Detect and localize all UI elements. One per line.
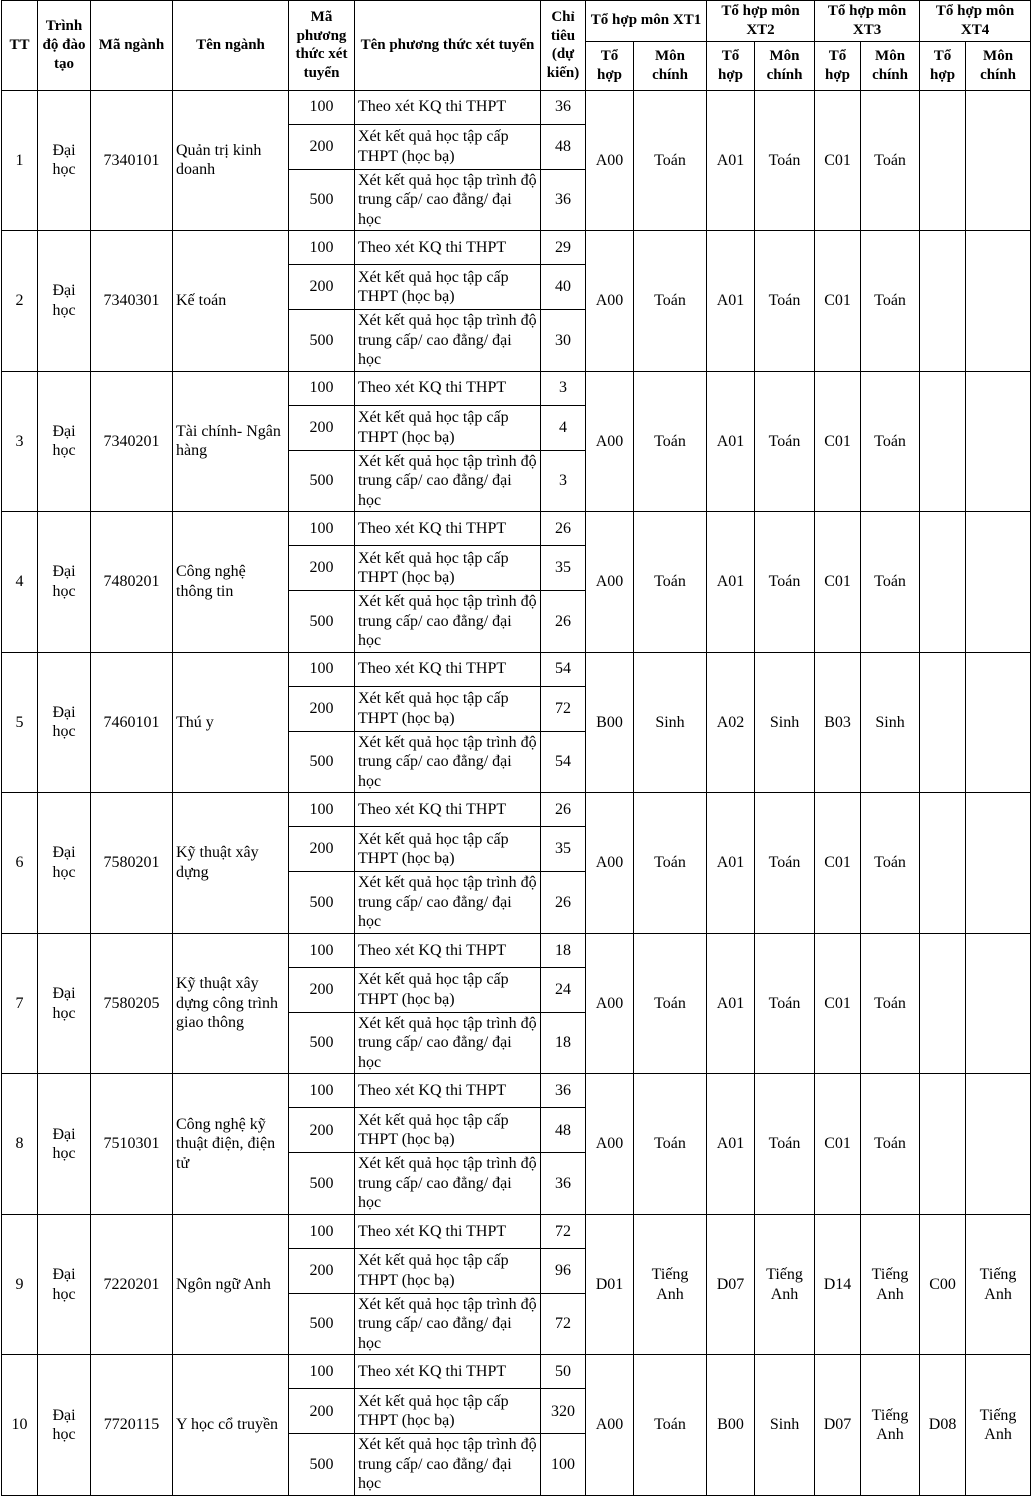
quota-value: 18 <box>541 933 586 967</box>
major-name: Y học cổ truyền <box>173 1355 289 1496</box>
method-name: Theo xét KQ thi THPT <box>355 512 541 546</box>
method-name: Theo xét KQ thi THPT <box>355 1214 541 1248</box>
quota-value: 26 <box>541 872 586 934</box>
combo-main-xt2: Toán <box>755 512 815 653</box>
combo-main-xt4 <box>966 933 1031 1074</box>
method-code: 200 <box>289 1108 355 1153</box>
combo-code-xt3: B03 <box>815 652 861 793</box>
education-level: Đại học <box>38 1214 91 1355</box>
quota-value: 3 <box>541 371 586 405</box>
quota-value: 54 <box>541 731 586 793</box>
method-code: 100 <box>289 933 355 967</box>
method-name: Theo xét KQ thi THPT <box>355 90 541 124</box>
combo-main-xt1: Toán <box>634 90 707 231</box>
row-number: 10 <box>2 1355 38 1496</box>
combo-code-xt1: A00 <box>586 933 634 1074</box>
education-level: Đại học <box>38 933 91 1074</box>
combo-main-xt3: Toán <box>861 933 920 1074</box>
table-header <box>2 1 1031 91</box>
combo-main-xt3: Toán <box>861 371 920 512</box>
combo-code-xt1: A00 <box>586 231 634 372</box>
major-name: Tài chính- Ngân hàng <box>173 371 289 512</box>
method-name: Xét kết quả học tập cấp THPT (học bạ) <box>355 265 541 310</box>
quota-value: 320 <box>541 1389 586 1434</box>
combo-code-xt1: D01 <box>586 1214 634 1355</box>
combo-main-xt2: Sinh <box>755 1355 815 1496</box>
method-code: 500 <box>289 872 355 934</box>
method-name: Theo xét KQ thi THPT <box>355 1074 541 1108</box>
combo-code-xt2: A02 <box>707 652 755 793</box>
quota-value: 72 <box>541 686 586 731</box>
subheader-xt1-main: Môn chính <box>634 41 707 90</box>
combo-code-xt3: C01 <box>815 371 861 512</box>
combo-main-xt2: Toán <box>755 1074 815 1215</box>
method-name: Xét kết quả học tập cấp THPT (học bạ) <box>355 1108 541 1153</box>
method-code: 100 <box>289 793 355 827</box>
method-name: Xét kết quả học tập trình độ trung cấp/ cao đẳng/ đại học <box>355 1012 541 1074</box>
table-row <box>2 793 1031 827</box>
education-level: Đại học <box>38 793 91 934</box>
combo-code-xt3: C01 <box>815 512 861 653</box>
table-row <box>2 231 1031 265</box>
method-code: 500 <box>289 1293 355 1355</box>
method-name: Xét kết quả học tập trình độ trung cấp/ cao đẳng/ đại học <box>355 169 541 231</box>
combo-code-xt3: D07 <box>815 1355 861 1496</box>
method-code: 100 <box>289 90 355 124</box>
combo-code-xt3: C01 <box>815 793 861 934</box>
admission-quota-table <box>1 0 1031 1496</box>
col-header-tt: TT <box>2 1 38 91</box>
method-name: Xét kết quả học tập cấp THPT (học bạ) <box>355 967 541 1012</box>
combo-main-xt1: Tiếng Anh <box>634 1214 707 1355</box>
col-header-major-name: Tên ngành <box>173 1 289 91</box>
method-name: Xét kết quả học tập cấp THPT (học bạ) <box>355 405 541 450</box>
combo-code-xt2: A01 <box>707 371 755 512</box>
combo-code-xt2: A01 <box>707 512 755 653</box>
quota-value: 26 <box>541 512 586 546</box>
method-name: Xét kết quả học tập cấp THPT (học bạ) <box>355 546 541 591</box>
table-row <box>2 652 1031 686</box>
combo-code-xt4 <box>920 933 966 1074</box>
subheader-xt4-main: Môn chính <box>966 41 1031 90</box>
quota-value: 24 <box>541 967 586 1012</box>
combo-main-xt2: Sinh <box>755 652 815 793</box>
combo-main-xt4 <box>966 231 1031 372</box>
quota-value: 30 <box>541 310 586 372</box>
combo-code-xt1: A00 <box>586 90 634 231</box>
quota-value: 72 <box>541 1214 586 1248</box>
combo-main-xt4 <box>966 512 1031 653</box>
method-name: Xét kết quả học tập trình độ trung cấp/ cao đẳng/ đại học <box>355 450 541 512</box>
major-code: 7480201 <box>91 512 173 653</box>
method-code: 500 <box>289 731 355 793</box>
major-code: 7340101 <box>91 90 173 231</box>
combo-code-xt4 <box>920 512 966 653</box>
row-number: 3 <box>2 371 38 512</box>
combo-code-xt4 <box>920 90 966 231</box>
row-number: 8 <box>2 1074 38 1215</box>
method-code: 200 <box>289 686 355 731</box>
method-code: 200 <box>289 1389 355 1434</box>
combo-code-xt4 <box>920 231 966 372</box>
combo-main-xt1: Toán <box>634 1355 707 1496</box>
row-number: 6 <box>2 793 38 934</box>
quota-value: 48 <box>541 1108 586 1153</box>
table-row <box>2 933 1031 967</box>
table-row <box>2 512 1031 546</box>
col-header-major-code: Mã ngành <box>91 1 173 91</box>
combo-main-xt2: Tiếng Anh <box>755 1214 815 1355</box>
combo-main-xt1: Toán <box>634 231 707 372</box>
method-code: 500 <box>289 1434 355 1496</box>
combo-code-xt4: D08 <box>920 1355 966 1496</box>
combo-code-xt3: C01 <box>815 1074 861 1215</box>
combo-code-xt4 <box>920 652 966 793</box>
quota-value: 54 <box>541 652 586 686</box>
combo-main-xt1: Sinh <box>634 652 707 793</box>
subheader-xt3-main: Môn chính <box>861 41 920 90</box>
quota-value: 35 <box>541 546 586 591</box>
combo-main-xt4 <box>966 793 1031 934</box>
method-code: 100 <box>289 371 355 405</box>
row-number: 4 <box>2 512 38 653</box>
method-name: Xét kết quả học tập trình độ trung cấp/ cao đẳng/ đại học <box>355 1293 541 1355</box>
method-code: 200 <box>289 405 355 450</box>
combo-code-xt2: A01 <box>707 793 755 934</box>
combo-main-xt2: Toán <box>755 793 815 934</box>
method-code: 200 <box>289 967 355 1012</box>
col-header-quota: Chỉ tiêu (dự kiến) <box>541 1 586 91</box>
combo-main-xt3: Toán <box>861 512 920 653</box>
method-code: 200 <box>289 1248 355 1293</box>
major-name: Công nghệ thông tin <box>173 512 289 653</box>
row-number: 5 <box>2 652 38 793</box>
combo-code-xt2: A01 <box>707 1074 755 1215</box>
education-level: Đại học <box>38 652 91 793</box>
method-code: 500 <box>289 310 355 372</box>
combo-code-xt1: A00 <box>586 371 634 512</box>
quota-value: 100 <box>541 1434 586 1496</box>
method-name: Xét kết quả học tập trình độ trung cấp/ cao đẳng/ đại học <box>355 872 541 934</box>
method-code: 500 <box>289 169 355 231</box>
combo-code-xt1: A00 <box>586 1074 634 1215</box>
combo-main-xt3: Toán <box>861 231 920 372</box>
combo-main-xt4: Tiếng Anh <box>966 1214 1031 1355</box>
row-number: 2 <box>2 231 38 372</box>
major-name: Ngôn ngữ Anh <box>173 1214 289 1355</box>
quota-value: 36 <box>541 169 586 231</box>
major-code: 7720115 <box>91 1355 173 1496</box>
major-code: 7510301 <box>91 1074 173 1215</box>
table-row <box>2 371 1031 405</box>
method-name: Theo xét KQ thi THPT <box>355 371 541 405</box>
combo-main-xt4 <box>966 1074 1031 1215</box>
table-row <box>2 1214 1031 1248</box>
education-level: Đại học <box>38 1355 91 1496</box>
method-name: Xét kết quả học tập cấp THPT (học bạ) <box>355 827 541 872</box>
method-code: 100 <box>289 231 355 265</box>
major-name: Kỹ thuật xây dựng công trình giao thông <box>173 933 289 1074</box>
combo-code-xt1: B00 <box>586 652 634 793</box>
subheader-xt4-combo: Tổ hợp <box>920 41 966 90</box>
col-header-combo-xt3: Tổ hợp môn XT3 <box>815 1 920 42</box>
table-row <box>2 1355 1031 1389</box>
combo-main-xt4 <box>966 90 1031 231</box>
combo-main-xt2: Toán <box>755 933 815 1074</box>
education-level: Đại học <box>38 90 91 231</box>
method-code: 500 <box>289 1153 355 1215</box>
method-code: 100 <box>289 512 355 546</box>
col-header-combo-xt2: Tổ hợp môn XT2 <box>707 1 815 42</box>
table-row <box>2 1074 1031 1108</box>
combo-main-xt3: Toán <box>861 793 920 934</box>
quota-value: 36 <box>541 1074 586 1108</box>
method-code: 200 <box>289 546 355 591</box>
major-name: Quản trị kinh doanh <box>173 90 289 231</box>
subheader-xt3-combo: Tổ hợp <box>815 41 861 90</box>
major-name: Kỹ thuật xây dựng <box>173 793 289 934</box>
method-name: Theo xét KQ thi THPT <box>355 231 541 265</box>
method-code: 500 <box>289 1012 355 1074</box>
table-row <box>2 90 1031 124</box>
major-code: 7580201 <box>91 793 173 934</box>
combo-main-xt4 <box>966 371 1031 512</box>
method-name: Xét kết quả học tập trình độ trung cấp/ cao đẳng/ đại học <box>355 1153 541 1215</box>
combo-main-xt3: Toán <box>861 1074 920 1215</box>
education-level: Đại học <box>38 1074 91 1215</box>
combo-main-xt1: Toán <box>634 1074 707 1215</box>
method-name: Xét kết quả học tập cấp THPT (học bạ) <box>355 686 541 731</box>
major-code: 7340301 <box>91 231 173 372</box>
subheader-xt2-main: Môn chính <box>755 41 815 90</box>
combo-main-xt4: Tiếng Anh <box>966 1355 1031 1496</box>
method-code: 100 <box>289 652 355 686</box>
combo-main-xt4 <box>966 652 1031 793</box>
combo-main-xt1: Toán <box>634 793 707 934</box>
education-level: Đại học <box>38 512 91 653</box>
combo-main-xt1: Toán <box>634 512 707 653</box>
subheader-xt2-combo: Tổ hợp <box>707 41 755 90</box>
method-name: Xét kết quả học tập trình độ trung cấp/ cao đẳng/ đại học <box>355 310 541 372</box>
method-code: 100 <box>289 1214 355 1248</box>
method-name: Xét kết quả học tập trình độ trung cấp/ cao đẳng/ đại học <box>355 731 541 793</box>
method-name: Xét kết quả học tập trình độ trung cấp/ cao đẳng/ đại học <box>355 1434 541 1496</box>
combo-main-xt3: Sinh <box>861 652 920 793</box>
quota-value: 40 <box>541 265 586 310</box>
method-name: Theo xét KQ thi THPT <box>355 793 541 827</box>
quota-value: 48 <box>541 124 586 169</box>
method-name: Theo xét KQ thi THPT <box>355 1355 541 1389</box>
method-code: 500 <box>289 450 355 512</box>
quota-value: 50 <box>541 1355 586 1389</box>
major-code: 7340201 <box>91 371 173 512</box>
combo-code-xt1: A00 <box>586 1355 634 1496</box>
col-header-method-code: Mã phương thức xét tuyển <box>289 1 355 91</box>
col-header-method-name: Tên phương thức xét tuyển <box>355 1 541 91</box>
combo-code-xt1: A00 <box>586 512 634 653</box>
quota-value: 36 <box>541 90 586 124</box>
row-number: 9 <box>2 1214 38 1355</box>
combo-code-xt2: A01 <box>707 933 755 1074</box>
combo-code-xt3: D14 <box>815 1214 861 1355</box>
method-name: Xét kết quả học tập cấp THPT (học bạ) <box>355 124 541 169</box>
combo-code-xt2: D07 <box>707 1214 755 1355</box>
combo-main-xt1: Toán <box>634 933 707 1074</box>
method-name: Xét kết quả học tập cấp THPT (học bạ) <box>355 1389 541 1434</box>
method-name: Xét kết quả học tập cấp THPT (học bạ) <box>355 1248 541 1293</box>
method-code: 100 <box>289 1355 355 1389</box>
row-number: 1 <box>2 90 38 231</box>
combo-main-xt2: Toán <box>755 90 815 231</box>
combo-main-xt2: Toán <box>755 371 815 512</box>
quota-value: 18 <box>541 1012 586 1074</box>
method-code: 200 <box>289 124 355 169</box>
combo-code-xt4: C00 <box>920 1214 966 1355</box>
combo-main-xt3: Toán <box>861 90 920 231</box>
quota-value: 29 <box>541 231 586 265</box>
quota-value: 3 <box>541 450 586 512</box>
combo-main-xt1: Toán <box>634 371 707 512</box>
major-name: Thú y <box>173 652 289 793</box>
education-level: Đại học <box>38 231 91 372</box>
quota-value: 26 <box>541 591 586 653</box>
quota-value: 35 <box>541 827 586 872</box>
quota-value: 4 <box>541 405 586 450</box>
major-code: 7220201 <box>91 1214 173 1355</box>
col-header-combo-xt1: Tổ hợp môn XT1 <box>586 1 707 42</box>
method-code: 200 <box>289 265 355 310</box>
major-code: 7460101 <box>91 652 173 793</box>
combo-code-xt2: A01 <box>707 231 755 372</box>
method-name: Theo xét KQ thi THPT <box>355 652 541 686</box>
combo-main-xt3: Tiếng Anh <box>861 1214 920 1355</box>
subheader-xt1-combo: Tổ hợp <box>586 41 634 90</box>
combo-code-xt3: C01 <box>815 231 861 372</box>
quota-value: 96 <box>541 1248 586 1293</box>
major-name: Kế toán <box>173 231 289 372</box>
combo-main-xt2: Toán <box>755 231 815 372</box>
combo-code-xt3: C01 <box>815 90 861 231</box>
method-code: 500 <box>289 591 355 653</box>
col-header-combo-xt4: Tổ hợp môn XT4 <box>920 1 1031 42</box>
combo-main-xt3: Tiếng Anh <box>861 1355 920 1496</box>
combo-code-xt4 <box>920 1074 966 1215</box>
education-level: Đại học <box>38 371 91 512</box>
combo-code-xt2: B00 <box>707 1355 755 1496</box>
method-code: 200 <box>289 827 355 872</box>
major-name: Công nghệ kỹ thuật điện, điện tử <box>173 1074 289 1215</box>
combo-code-xt1: A00 <box>586 793 634 934</box>
combo-code-xt2: A01 <box>707 90 755 231</box>
table-body <box>2 90 1031 1495</box>
combo-code-xt3: C01 <box>815 933 861 1074</box>
row-number: 7 <box>2 933 38 1074</box>
quota-value: 26 <box>541 793 586 827</box>
combo-code-xt4 <box>920 371 966 512</box>
combo-code-xt4 <box>920 793 966 934</box>
method-name: Xét kết quả học tập trình độ trung cấp/ cao đẳng/ đại học <box>355 591 541 653</box>
major-code: 7580205 <box>91 933 173 1074</box>
quota-value: 72 <box>541 1293 586 1355</box>
quota-value: 36 <box>541 1153 586 1215</box>
method-code: 100 <box>289 1074 355 1108</box>
method-name: Theo xét KQ thi THPT <box>355 933 541 967</box>
col-header-level: Trình độ đào tạo <box>38 1 91 91</box>
